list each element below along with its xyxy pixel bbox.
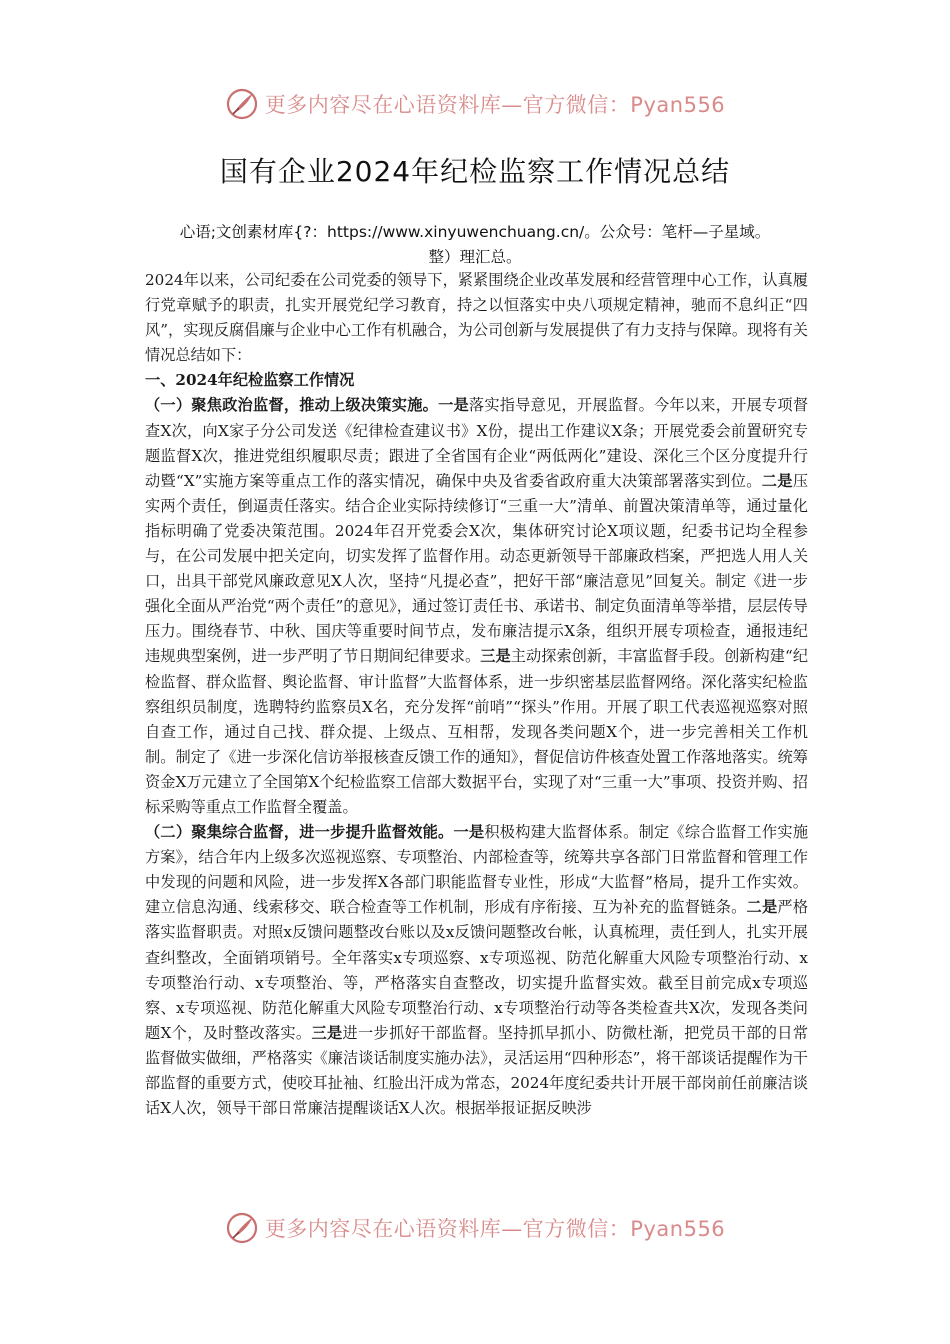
paragraph-text: 落实指导意见，开展监督。今年以来，开展专项督查X次，向X家子分公司发送《纪律检查建议书》X份，提出工作建议X条；开展党委会前置研究专题监督X次，推进党组织履职尽责；跟进了全省国有企业“两低两化”建设、深化三个区分度提升行动暨“X”实施方案等重点工作的落实情况，确保中央及省委省政府重大决策部署落实到位。 [145,396,809,490]
top-watermark-banner [0,84,950,124]
document-title: 国有企业2024年纪检监察工作情况总结 [219,155,731,188]
keyword-first: 一是 [453,823,485,842]
paragraph-text: 主动探索创新，丰富监督手段。创新构建“纪检监督、群众监督、舆论监督、审计监督”大监督体系，进一步织密基层监督网络。深化落实纪检监察组织员制度，选聘特约监察员X名，充分发挥“前哨”“探头”作用。开展了职工代表巡视巡察对照自查工作，通过自己找、群众提、上级点、互相帮，发现各类问题X个，进一步完善相关工作机制。制定了《进一步深化信访举报核查反馈工作的通知》，督促信访件核查处置工作落地落实。统筹资金X万元建立了全国第X个纪检监察工信部大数据平台，实现了对“三重一大”事项、投资并购、招标采购等重点工作监督全覆盖。 [145,647,809,816]
paragraph-text: 严格落实监督职责。对照x反馈问题整改台账以及x反馈问题整改台帐，认真梳理，责任到人，扎实开展查纠整改，全面销项销号。全年落实x专项巡察、x专项巡视、防范化解重大风险专项整治行动、x专项整治行动、x专项整治、等，严格落实自查整改，切实提升监督实效。截至目前完成x专项巡察、x专项巡视、防范化解重大风险专项整治行动、x专项整治行动等各类检查共X次，发现各类问题X个，及时整改落实。 [145,898,809,1042]
paragraph-text: 压实两个责任，倒逼责任落实。结合企业实际持续修订“三重一大”清单、前置决策清单等，通过量化指标明确了党委决策范围。2024年召开党委会X次，集体研究讨论X项议题，纪委书记均全程参与，在公司发展中把关定向，切实发挥了监督作用。动态更新领导干部廉政档案，严把选人用人关口，出具干部党风廉政意见X人次，坚持“凡提必查”，把好干部“廉洁意见”回复关。制定《进一步强化全面从严治党“两个责任”的意见》，通过签订责任书、承诺书、制定负面清单等举措，层层传导压力。围绕春节、中秋、国庆等重要时间节点，发布廉洁提示X条，组织开展专项检查，通报违纪违规典型案例，进一步严明了节日期间纪律要求。 [145,471,809,666]
keyword-second: 二是 [761,471,793,490]
paragraph-lead: （一）聚焦政治监督，推动上级决策实施。 [145,396,439,415]
paragraph-lead: （二）聚集综合监督，进一步提升监督效能。 [145,823,454,842]
watermark-text: 更多内容尽在心语资料库—官方微信：Pyan556 [264,93,726,117]
keyword-third: 三是 [311,1023,343,1042]
paragraph-text: 进一步抓好干部监督。坚持抓早抓小、防微杜渐，把党员干部的日常监督做实做细，严格落实《廉洁谈话制度实施办法》，灵活运用“四种形态”，将干部谈话提醒作为干部监督的重要方式，使咬耳扯袖、红脸出汗成为常态，2024年度纪委共计开展干部岗前任前廉洁谈话X人次，领导干部日常廉洁提醒谈话X人次。根据举报证据反映涉 [145,1023,809,1118]
paragraph-comprehensive-supervision [145,820,808,1121]
subtitle-line-1: 心语;文创素材库{?：https://www.xinyuwenchuang.cn/。公众号：笔杆—子星域。 [179,223,771,241]
document-body [145,268,808,1121]
quill-logo-icon [225,1211,259,1245]
watermark-text: 更多内容尽在心语资料库—官方微信：Pyan556 [264,1217,726,1241]
intro-paragraph: 2024年以来，公司纪委在公司党委的领导下，紧紧围绕企业改革发展和经营管理中心工作，认真履行党章赋予的职责，扎实开展党纪学习教育，持之以恒落实中央八项规定精神，驰而不息纠正“四风”，实现反腐倡廉与企业中心工作有机融合，为公司创新与发展提供了有力支持与保障。现将有关情况总结如下： [145,271,808,365]
keyword-third: 三是 [480,647,511,666]
keyword-first: 一是 [438,396,469,415]
keyword-second: 二是 [746,898,778,917]
section-heading: 一、2024年纪检监察工作情况 [145,371,355,390]
quill-logo-icon [225,87,259,121]
bottom-watermark-banner [0,1208,950,1248]
subtitle-line-2: 整）理汇总。 [428,248,522,266]
paragraph-text: 积极构建大监督体系。制定《综合监督工作实施方案》，结合年内上级多次巡视巡察、专项整治、内部检查等，统筹共享各部门日常监督和管理工作中发现的问题和风险，进一步发挥X各部门职能监督专业性，形成“大监督”格局，提升工作实效。建立信息沟通、线索移交、联合检查等工作机制，形成有序衔接、互为补充的监督链条。 [145,823,809,917]
paragraph-political-supervision [145,393,808,820]
document-subtitle [145,220,805,270]
